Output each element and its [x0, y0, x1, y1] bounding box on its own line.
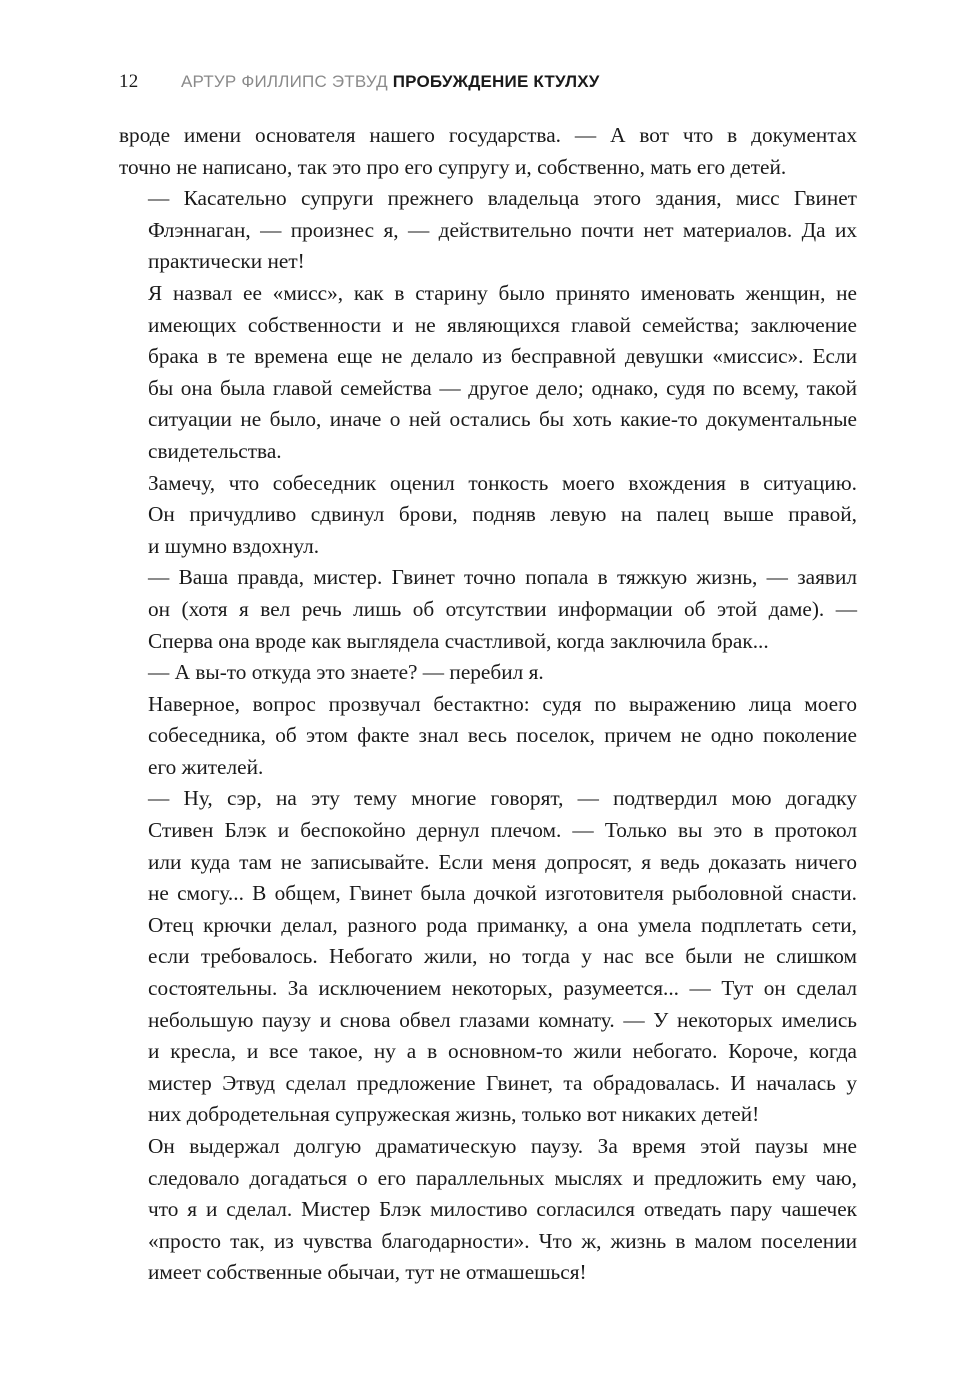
paragraph [119, 657, 857, 689]
text-line: Стивен Блэк и беспокойно дернул плечом. — Только вы это в протокол [148, 818, 857, 843]
paragraph [119, 278, 857, 468]
text-line: Флэннаган, — произнес я, — действительно почти нет материалов. Да их [148, 217, 857, 242]
text-line: Замечу, что собеседник оценил тонкость моего вхождения в ситуацию. [148, 470, 857, 495]
text-line: собеседника, об этом факте знал весь поселок, причем не одно поколение [148, 723, 857, 748]
text-line: бы она была главой семейства — другое дело; однако, судя по всему, такой [148, 375, 857, 400]
paragraph [119, 783, 857, 1131]
text-line: и кресла, и все такое, ну а в основном-то жили небогато. Короче, когда [148, 1039, 857, 1064]
text-line: — Ну, сэр, на эту тему многие говорят, — подтвердил мою догадку [148, 786, 857, 811]
text-line: следовало догадаться о его параллельных мыслях и предложить ему чаю, [148, 1165, 857, 1190]
text-line: если требовалось. Небогато жили, но тогда у нас все были не слишком [148, 944, 857, 969]
paragraph [119, 1131, 857, 1289]
header-book-title: ПРОБУЖДЕНИЕ КТУЛХУ [392, 72, 600, 91]
text-line: Он причудливо сдвинул брови, подняв левую на палец выше правой, [148, 502, 857, 527]
text-line: имеет собственные обычаи, тут не отмашешься! [148, 1260, 587, 1285]
text-line: Наверное, вопрос прозвучал бестактно: судя по выражению лица моего [148, 691, 857, 716]
text-line: точно не написано, так это про его супругу и, собственно, мать его детей. [119, 154, 787, 179]
text-line: Он выдержал долгую драматическую паузу. За время этой паузы мне [148, 1134, 857, 1158]
text-line: практически нет! [148, 249, 305, 274]
running-header [119, 70, 600, 94]
text-line: имеющих собственности и не являющихся главой семейства; заключение [148, 312, 857, 337]
text-line: он (хотя я вел речь лишь об отсутствии информации об этой даме). — [148, 596, 857, 621]
text-line: не смогу... В общем, Гвинет была дочкой изготовителя рыболовной снасти. [148, 881, 857, 906]
text-line: Отец крючки делал, разного рода приманку, а она умела подплетать сети, [148, 912, 857, 937]
text-line: или куда там не записывайте. Если меня допросят, я ведь доказать ничего [148, 849, 857, 874]
text-line: что я и сделал. Мистер Блэк милостиво согласился отведать пару чашечек [148, 1197, 857, 1222]
page-number: 12 [119, 71, 139, 92]
header-author: АРТУР ФИЛЛИПС ЭТВУД [181, 72, 388, 91]
text-line: — А вы-то откуда это знаете? — перебил я. [148, 660, 544, 685]
text-line: — Ваша правда, мистер. Гвинет точно попала в тяжкую жизнь, — заявил [148, 565, 857, 590]
text-line: них добродетельная супружеская жизнь, только вот никаких детей! [148, 1102, 760, 1127]
text-line: мистер Этвуд сделал предложение Гвинет, та обрадовалась. И началась у [148, 1070, 857, 1095]
text-line: небольшую паузу и снова обвел глазами комнату. — У некоторых имелись [148, 1007, 857, 1032]
text-line: свидетельства. [148, 438, 282, 463]
text-line: Сперва она вроде как выглядела счастливой, когда заключила брак... [148, 628, 769, 653]
text-line: — Касательно супруги прежнего владельца этого здания, мисс Гвинет [148, 186, 857, 211]
paragraph [119, 468, 857, 563]
text-line: вроде имени основателя нашего государства. — А вот что в документах [119, 123, 857, 147]
body-text [119, 120, 857, 1289]
text-line: «просто так, из чувства благодарности». Что ж, жизнь в малом поселении [148, 1228, 857, 1253]
text-line: состоятельны. За исключением некоторых, разумеется... — Тут он сделал [148, 976, 857, 1001]
paragraph [119, 183, 857, 278]
text-line: Я назвал ее «мисс», как в старину было принято именовать женщин, не [148, 280, 857, 305]
text-line: и шумно вздохнул. [148, 533, 320, 558]
paragraph [119, 562, 857, 657]
text-line: его жителей. [148, 754, 264, 779]
paragraph [119, 120, 857, 183]
text-line: ситуации не было, иначе о ней остались бы хоть какие-то документальные [148, 407, 857, 432]
paragraph [119, 689, 857, 784]
text-line: брака в те времена еще не делало из бесправной девушки «миссис». Если [148, 344, 857, 369]
